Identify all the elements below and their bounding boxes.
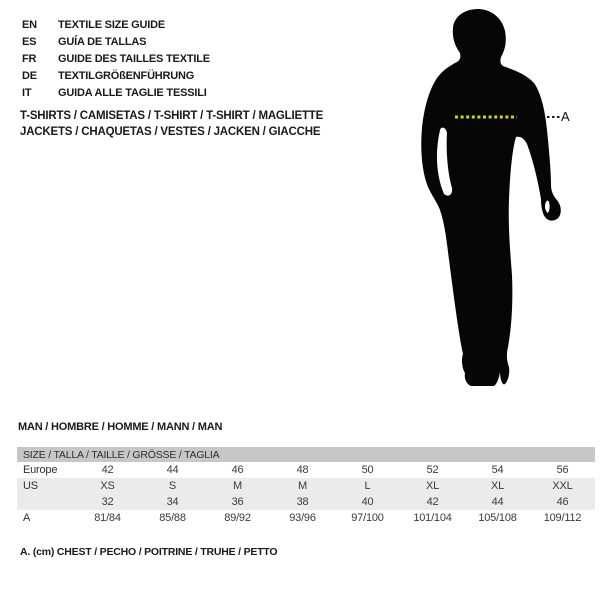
row-label: US xyxy=(23,480,38,492)
language-label: GUIDA ALLE TAGLIE TESSILI xyxy=(58,86,207,99)
table-cell: S xyxy=(168,480,177,492)
table-cell: 38 xyxy=(296,496,309,508)
table-cell: 54 xyxy=(491,464,504,476)
language-row-en xyxy=(22,16,210,33)
table-cell: 44 xyxy=(166,464,179,476)
language-row-fr xyxy=(22,50,210,67)
language-label: TEXTILE SIZE GUIDE xyxy=(58,18,166,31)
table-cell: XL xyxy=(490,480,505,492)
table-row-chest-cm xyxy=(17,510,595,526)
table-cell: 50 xyxy=(361,464,374,476)
language-row-es xyxy=(22,33,210,50)
table-cell: XS xyxy=(100,480,115,492)
table-cell: M xyxy=(233,480,242,492)
table-cell: 42 xyxy=(426,496,439,508)
table-cell: 48 xyxy=(296,464,309,476)
language-row-de xyxy=(22,67,210,84)
category-tshirts: T-SHIRTS / CAMISETAS / T-SHIRT / T-SHIRT / MAGLIETTE xyxy=(20,110,324,122)
language-label: GUÍA DE TALLAS xyxy=(58,35,147,48)
table-cell: 56 xyxy=(556,464,569,476)
table-cell: 105/108 xyxy=(478,512,517,524)
man-silhouette-svg xyxy=(400,0,600,400)
table-cell: 97/100 xyxy=(351,512,384,524)
measurement-label-a: A xyxy=(561,109,570,124)
table-row-europe xyxy=(17,462,595,478)
language-list xyxy=(22,16,210,101)
category-jackets: JACKETS / CHAQUETAS / VESTES / JACKEN / GIACCHE xyxy=(20,125,321,138)
man-silhouette-figure xyxy=(400,0,600,400)
table-cell: 81/84 xyxy=(94,512,121,524)
language-code: DE xyxy=(22,69,37,82)
language-code: ES xyxy=(22,35,37,48)
table-row-alt-sizes xyxy=(17,494,595,510)
table-cell: XXL xyxy=(552,480,573,492)
measurement-footnote: A. (cm) CHEST / PECHO / POITRINE / TRUHE / PETTO xyxy=(20,546,278,558)
size-table-header: SIZE / TALLA / TAILLE / GRÖSSE / TAGLIA xyxy=(17,447,595,462)
language-label: TEXTILGRÖßENFÜHRUNG xyxy=(58,69,195,82)
row-label: Europe xyxy=(23,464,58,476)
table-cell: 40 xyxy=(361,496,374,508)
size-table xyxy=(17,447,595,526)
table-cell: 42 xyxy=(101,464,114,476)
category-titles xyxy=(20,109,323,140)
table-cell: 52 xyxy=(426,464,439,476)
table-cell: 36 xyxy=(231,496,244,508)
section-title-man: MAN / HOMBRE / HOMME / MANN / MAN xyxy=(18,421,223,433)
table-cell: XL xyxy=(425,480,440,492)
language-row-it xyxy=(22,84,210,101)
language-label: GUIDE DES TAILLES TEXTILE xyxy=(58,52,210,65)
table-cell: 46 xyxy=(231,464,244,476)
table-cell: 109/112 xyxy=(543,512,582,524)
table-cell: 34 xyxy=(166,496,179,508)
table-cell: 93/96 xyxy=(289,512,316,524)
table-cell: 101/104 xyxy=(413,512,452,524)
table-cell: 85/88 xyxy=(159,512,186,524)
table-cell: 89/92 xyxy=(224,512,251,524)
language-code: FR xyxy=(22,52,37,65)
language-code: IT xyxy=(22,86,32,99)
table-row-us xyxy=(17,478,595,494)
language-code: EN xyxy=(22,18,37,31)
table-cell: 32 xyxy=(101,496,114,508)
table-cell: M xyxy=(298,480,307,492)
row-label: A xyxy=(23,512,31,524)
man-silhouette xyxy=(421,9,561,386)
table-cell: L xyxy=(364,480,371,492)
table-cell: 46 xyxy=(556,496,569,508)
table-cell: 44 xyxy=(491,496,504,508)
